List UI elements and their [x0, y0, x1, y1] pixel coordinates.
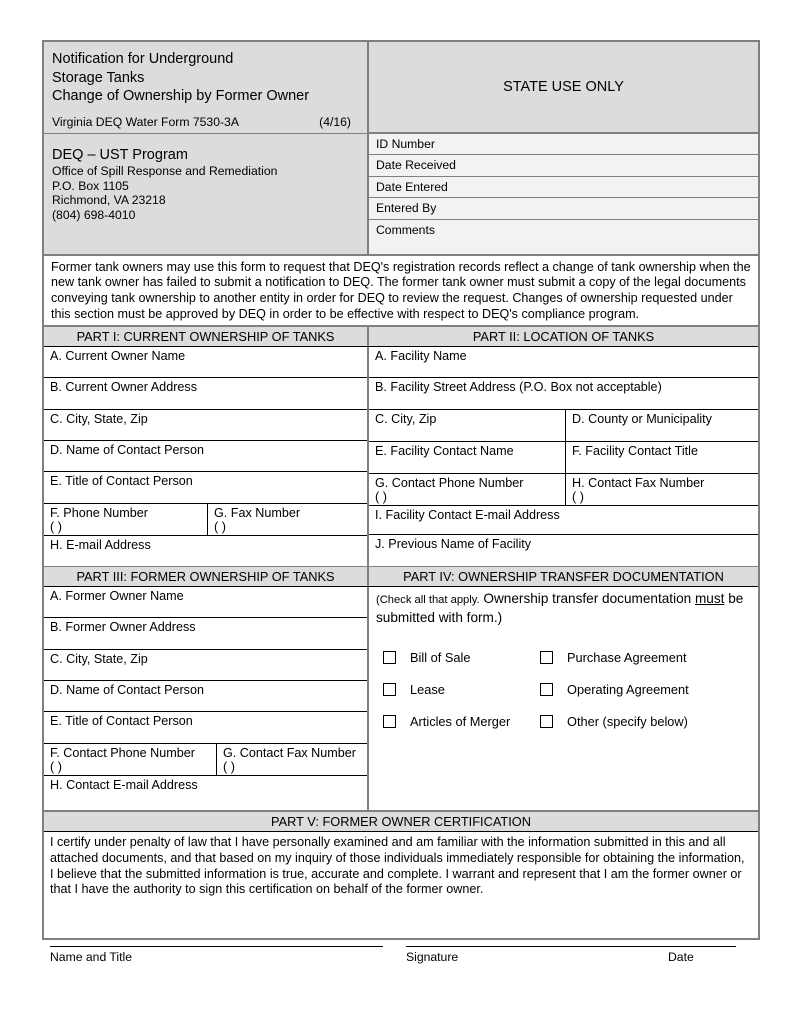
checkbox-row-2 [383, 673, 758, 705]
checkbox-label: Purchase Agreement [567, 649, 687, 665]
field-facility-city-zip[interactable]: C. City, Zip [369, 410, 566, 441]
name-and-title-line[interactable] [50, 946, 383, 947]
field-former-owner-name[interactable]: A. Former Owner Name [44, 587, 367, 618]
field-facility-contact-title[interactable]: F. Facility Contact Title [572, 444, 698, 459]
checkbox-other[interactable] [540, 714, 688, 729]
agency-city-state-zip: Richmond, VA 23218 [52, 193, 166, 207]
field-facility-street-address[interactable]: B. Facility Street Address (P.O. Box not acceptable) [369, 378, 758, 410]
program-name: DEQ – UST Program [52, 146, 188, 163]
checkbox-label: Lease [410, 681, 445, 697]
field-current-fax-number[interactable] [208, 504, 367, 535]
checkbox-bill-of-sale[interactable] [383, 650, 540, 665]
field-current-owner-city-state-zip[interactable]: C. City, State, Zip [44, 410, 367, 441]
field-facility-county[interactable]: D. County or Municipality [572, 412, 712, 427]
checkbox-box-icon[interactable] [540, 683, 553, 696]
intro-paragraph: Former tank owners may use this form to request that DEQ's registration records reflect a change of tank ownership when the new tank owner has failed to submit a notification to DEQ. The former tank owner must submit a copy of the legal documents conveying tank ownership to another entity in order for DEQ to review the request. Changes of ownership requested under this section must be approved by DEQ in order to be effective with respect to DEQ's compliance program. [44, 256, 758, 327]
label-name-and-title: Name and Title [50, 950, 132, 965]
field-former-contact-phone[interactable] [44, 744, 217, 775]
agency-address-block [44, 134, 367, 246]
field-former-contact-email[interactable]: H. Contact E-mail Address [50, 778, 198, 793]
part-5-title: PART V: FORMER OWNER CERTIFICATION [44, 810, 758, 832]
form-header [44, 42, 758, 256]
state-field-date-entered[interactable]: Date Entered [369, 177, 758, 198]
field-former-contact-phone-paren: ( ) [50, 760, 62, 775]
field-former-contact-phone-label: F. Contact Phone Number [50, 746, 195, 761]
state-field-id-number[interactable]: ID Number [369, 134, 758, 155]
form-title-line-2: Storage Tanks [52, 69, 145, 86]
part-4-instruction-small: (Check all that apply. [376, 594, 480, 607]
checkbox-label: Other (specify below) [567, 713, 688, 729]
label-date: Date [668, 950, 694, 965]
state-field-comments[interactable]: Comments [369, 220, 758, 254]
state-use-only-heading: STATE USE ONLY [369, 42, 758, 134]
part-1-2-header-row [44, 326, 758, 347]
state-use-only-block [369, 42, 758, 254]
part-3-4-body [44, 587, 758, 810]
agency-office: Office of Spill Response and Remediation [52, 164, 278, 178]
form-number-line [44, 106, 367, 134]
form-title-line-1: Notification for Underground [52, 51, 234, 67]
field-current-fax-number-paren: ( ) [214, 520, 226, 535]
form-number: Virginia DEQ Water Form 7530-3A [52, 114, 239, 129]
field-current-email-address[interactable]: H. E-mail Address [50, 538, 151, 553]
field-former-contact-fax-paren: ( ) [223, 760, 235, 775]
part-3-phone-fax-row [44, 744, 367, 776]
checkbox-lease[interactable] [383, 682, 540, 697]
form-revision-date: (4/16) [319, 114, 351, 129]
part-3-fields [44, 587, 369, 810]
field-facility-contact-phone-label: G. Contact Phone Number [375, 476, 524, 491]
checkbox-row-1 [383, 641, 758, 673]
field-facility-contact-email[interactable]: I. Facility Contact E-mail Address [369, 506, 758, 535]
checkbox-label: Operating Agreement [567, 681, 689, 697]
agency-phone: (804) 698-4010 [52, 207, 136, 222]
state-field-date-received[interactable]: Date Received [369, 155, 758, 176]
part-1-2-body [44, 347, 758, 566]
checkbox-purchase-agreement[interactable] [540, 650, 687, 665]
field-current-owner-address[interactable]: B. Current Owner Address [44, 378, 367, 410]
part-4-instruction [369, 587, 758, 635]
field-current-phone-number[interactable] [44, 504, 208, 535]
field-previous-facility-name[interactable]: J. Previous Name of Facility [375, 537, 532, 552]
field-former-contact-person-name[interactable]: D. Name of Contact Person [44, 681, 367, 712]
field-former-contact-fax-label: G. Contact Fax Number [223, 746, 356, 761]
part-4-instruction-pre: Ownership transfer documentation [479, 591, 695, 607]
field-facility-contact-name[interactable]: E. Facility Contact Name [369, 442, 566, 473]
part-3-4-header-row [44, 566, 758, 587]
field-facility-contact-fax-label: H. Contact Fax Number [572, 476, 705, 491]
field-current-phone-number-label: F. Phone Number [50, 506, 149, 521]
field-former-contact-person-title[interactable]: E. Title of Contact Person [44, 712, 367, 744]
state-field-entered-by[interactable]: Entered By [369, 198, 758, 219]
checkbox-box-icon[interactable] [540, 715, 553, 728]
part-2-fields [369, 347, 758, 566]
deq-ust-form [42, 40, 760, 965]
field-former-owner-city-state-zip[interactable]: C. City, State, Zip [44, 650, 367, 681]
field-current-contact-person-name[interactable]: D. Name of Contact Person [44, 441, 367, 472]
checkbox-box-icon[interactable] [540, 651, 553, 664]
checkbox-operating-agreement[interactable] [540, 682, 689, 697]
field-current-contact-person-title[interactable]: E. Title of Contact Person [44, 472, 367, 504]
field-current-fax-number-label: G. Fax Number [214, 506, 301, 521]
checkbox-box-icon[interactable] [383, 715, 396, 728]
checkbox-label: Articles of Merger [410, 713, 511, 729]
part-1-phone-fax-row [44, 504, 367, 536]
checkbox-label: Bill of Sale [410, 649, 471, 665]
field-current-phone-number-paren: ( ) [50, 520, 62, 535]
field-current-owner-name[interactable]: A. Current Owner Name [44, 347, 367, 378]
agency-po-box: P.O. Box 1105 [52, 178, 129, 193]
part-1-title: PART I: CURRENT OWNERSHIP OF TANKS [44, 326, 369, 346]
part-4-instruction-post: be submitted with form.) [376, 591, 744, 626]
part-2-city-county-row [369, 410, 758, 442]
field-former-contact-fax[interactable] [217, 744, 367, 775]
part-2-title: PART II: LOCATION OF TANKS [369, 326, 758, 346]
part-4-checkbox-grid [369, 635, 758, 737]
part-2-phone-fax-row [369, 474, 758, 506]
signature-area [44, 920, 758, 988]
checkbox-articles-of-merger[interactable] [383, 714, 540, 729]
part-4-content [369, 587, 758, 810]
part-4-title: PART IV: OWNERSHIP TRANSFER DOCUMENTATION [369, 566, 758, 586]
part-3-title: PART III: FORMER OWNERSHIP OF TANKS [44, 566, 369, 586]
field-former-owner-address[interactable]: B. Former Owner Address [44, 618, 367, 650]
checkbox-box-icon[interactable] [383, 651, 396, 664]
label-signature: Signature [406, 950, 459, 965]
form-title-line-3: Change of Ownership by Former Owner [52, 88, 310, 104]
field-facility-name[interactable]: A. Facility Name [369, 347, 758, 378]
field-facility-contact-phone[interactable] [369, 474, 566, 505]
signature-line[interactable] [406, 946, 736, 947]
field-facility-contact-fax-paren: ( ) [572, 490, 584, 505]
part-2-contact-name-title-row [369, 442, 758, 474]
form-title [44, 42, 367, 106]
part-1-fields [44, 347, 369, 566]
part-4-instruction-must: must [694, 591, 725, 607]
field-facility-contact-phone-paren: ( ) [375, 490, 387, 505]
checkbox-row-3 [383, 705, 758, 737]
field-facility-contact-fax[interactable] [566, 474, 758, 505]
checkbox-box-icon[interactable] [383, 683, 396, 696]
form-header-left [44, 42, 369, 254]
part-5-certification-text: I certify under penalty of law that I have personally examined and am familiar with the information submitted in this and all attached documents, and that based on my inquiry of those individuals immediately responsible for obtaining the information, I believe that the submitted information is true, accurate and complete. I warrant and represent that I am the former owner or that I have the authority to sign this certification on behalf of the former owner. [50, 835, 745, 897]
